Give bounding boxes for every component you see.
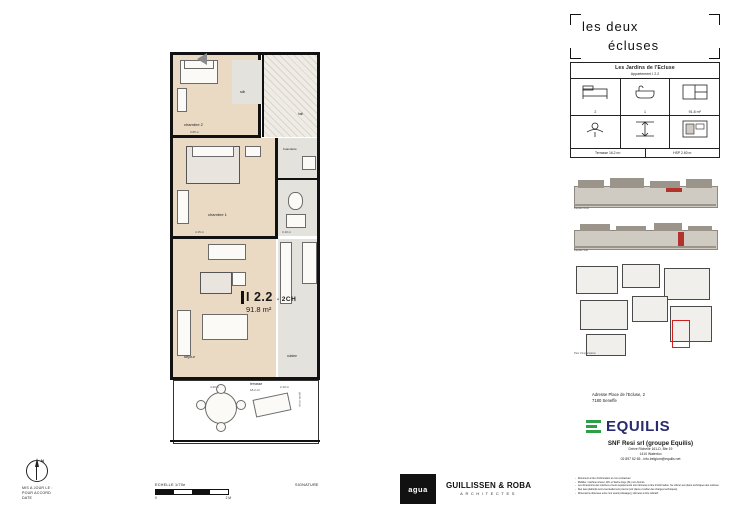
unit-plan-icon xyxy=(670,116,719,142)
site-block xyxy=(580,300,628,330)
compass-north-icon xyxy=(24,458,54,488)
info-row-1 xyxy=(570,78,720,116)
developer-line-1: Drève Richelle 161-D, Bte 19 xyxy=(628,447,673,451)
furniture-kitchen-units xyxy=(302,242,317,284)
unit-info-table xyxy=(570,62,720,158)
developer-line-2: 1410 Waterloo xyxy=(639,452,662,457)
furniture-tv-unit xyxy=(208,244,246,260)
project-logo xyxy=(570,14,720,59)
furniture-wardrobe xyxy=(177,88,187,112)
compass-north-label: N xyxy=(41,458,44,463)
furniture-armchair xyxy=(232,272,246,286)
elevation-south xyxy=(570,222,720,254)
room-label-chambre-1: chambre 1 xyxy=(208,212,227,217)
wall xyxy=(262,55,264,137)
site-block xyxy=(664,268,710,300)
site-block xyxy=(622,264,660,288)
legal-item: - Les dimensions des cuisines et leurs équipements sont données à titre d'information. Se référer aux plans techniques des cuisines. xyxy=(575,484,720,488)
revision-line-3: DATE xyxy=(22,496,33,501)
dimension: 4.20 m xyxy=(210,385,220,389)
logo-corner xyxy=(570,48,581,59)
scale-label: ECHELLE 1/70e xyxy=(155,483,186,487)
logo-line-2: écluses xyxy=(608,38,660,53)
legal-item: - Mobilier, machine à laver, WC et Séche-linge (SL) non fournis. xyxy=(575,481,720,485)
elevation-base xyxy=(574,246,716,248)
site-block xyxy=(576,266,618,294)
elevation-north xyxy=(570,176,720,210)
elevation-roof xyxy=(686,179,712,188)
furniture-round-table xyxy=(205,392,237,424)
info-row-2 xyxy=(570,116,720,149)
room-label-sejour: séjour xyxy=(184,354,195,359)
plan-title-block xyxy=(246,290,296,314)
room-label-terrasse: terrasse xyxy=(250,382,263,386)
siteplan-caption: Plan d'implantation xyxy=(574,352,596,355)
room-label-buanderie: buanderie xyxy=(283,147,297,151)
info-cell-bathrooms xyxy=(621,79,671,115)
dimension: 4.15 m xyxy=(195,230,205,234)
elevation-highlight xyxy=(678,232,684,246)
furniture-chair xyxy=(236,400,246,410)
compass-needle xyxy=(35,458,39,467)
signature-label: SIGNATURE xyxy=(295,483,319,487)
legal-item: - Document à titre d'information et non contractuel. xyxy=(575,477,720,481)
hsp-value: HSP 2.60 m xyxy=(673,151,692,155)
legal-item: - Dimensions obtenues entre mur avant polissage(,) données à titre indicatif. xyxy=(575,492,720,496)
bathrooms-value: 1 xyxy=(644,110,646,114)
revision-line-2: POUR ACCORD xyxy=(22,491,51,496)
info-header xyxy=(570,62,720,78)
furniture-chair xyxy=(216,422,226,432)
architect-logo xyxy=(446,481,531,496)
furniture-chair xyxy=(196,400,206,410)
info-cell-plan-icon xyxy=(670,116,719,148)
developer-line-3: 02 897 52 65 - info.belgium@equilis.net xyxy=(620,457,681,462)
address-line-1: Adresse Place de l'Ecluse, 2 xyxy=(592,392,645,397)
room-label-hall: hall xyxy=(298,112,303,116)
floorplan-icon xyxy=(670,79,719,105)
room-label-cuisine: cuisine xyxy=(287,354,297,358)
furniture-dining-table xyxy=(202,314,248,340)
architect-name: GUILLISSEN & ROBA xyxy=(446,481,532,490)
dimension: 3.65 m xyxy=(190,130,200,134)
bathtub-icon xyxy=(621,79,670,105)
agua-logo-text: agua xyxy=(408,484,428,494)
wall xyxy=(317,52,320,380)
architect-subtitle: ARCHITECTES xyxy=(460,491,517,496)
legal-notes xyxy=(570,477,720,495)
logo-corner xyxy=(709,48,720,59)
furniture-sink xyxy=(286,214,306,228)
terrace-edge-note: garde-corps xyxy=(298,392,302,407)
elevation-roof xyxy=(610,178,644,188)
terrace-sun-icon xyxy=(571,116,620,142)
elevation-roof xyxy=(578,180,604,188)
elevation-roof xyxy=(650,181,680,188)
developer-logo-text: EQUILIS xyxy=(606,418,671,435)
terrace-value: Terrasse 16.2 m² xyxy=(571,149,646,157)
logo-line-1: les deux xyxy=(582,19,639,34)
furniture-sofa xyxy=(200,272,232,294)
room-sdb xyxy=(232,60,262,104)
developer-name: SNF Resi srl (groupe Equilis) xyxy=(607,440,694,447)
plan-title-area: 91.8 m² xyxy=(246,305,272,314)
bedrooms-value: 2 xyxy=(594,110,597,114)
room-label-chambre-2: chambre 2 xyxy=(184,122,203,127)
furniture-storage xyxy=(177,310,191,356)
room-label-sdb: sdb xyxy=(240,90,246,94)
logo-corner xyxy=(709,14,720,25)
equilis-mark-icon xyxy=(586,420,601,437)
site-plan xyxy=(570,262,720,358)
site-unit-highlight xyxy=(672,320,690,348)
furniture-pillow xyxy=(192,146,234,157)
elevation-roof xyxy=(688,226,712,231)
bed-icon xyxy=(571,79,620,105)
elevation-caption: Façade Nord xyxy=(574,207,589,210)
revision-block xyxy=(22,486,112,502)
developer-block xyxy=(578,440,723,462)
floor-plan xyxy=(150,52,400,452)
info-cell-bedrooms xyxy=(571,79,621,115)
scale-end: 2 M xyxy=(225,495,231,500)
furniture-washer xyxy=(302,156,316,170)
project-name: Les Jardins de l'Ecluse xyxy=(615,65,675,71)
legal-list xyxy=(570,477,720,495)
room-hall xyxy=(262,55,317,137)
furniture-toilet xyxy=(288,192,303,210)
site-block xyxy=(632,296,668,322)
room-terrasse xyxy=(173,380,319,444)
ceiling-height-icon xyxy=(621,116,670,142)
plan-title-code: I 2.2 - 2CH xyxy=(246,290,297,304)
scale-ends xyxy=(155,496,231,500)
dimension: 3.10 m xyxy=(282,230,292,234)
elevation-base xyxy=(574,204,716,206)
furniture-nightstand xyxy=(245,146,261,157)
elevation-roof xyxy=(654,223,682,231)
wall xyxy=(170,440,320,442)
agua-logo xyxy=(400,474,436,504)
scale-graphic xyxy=(155,489,229,495)
logo-corner xyxy=(570,14,581,25)
elevation-caption: Façade Sud xyxy=(574,249,588,252)
compass-stem xyxy=(36,466,37,480)
info-cell-area xyxy=(670,79,719,115)
info-cell-terrace-icon xyxy=(571,116,621,148)
elevation-roof xyxy=(616,226,646,231)
elevation-highlight xyxy=(666,188,682,192)
revision-line-1: MIS A JOUR LE : xyxy=(22,486,53,490)
dimension: 2.10 m xyxy=(280,385,290,389)
address-block xyxy=(592,392,645,405)
furniture-wardrobe xyxy=(177,190,189,224)
unit-label: Appartement I 2.2 xyxy=(630,72,660,76)
entrance-arrow-icon xyxy=(197,53,207,65)
title-bar xyxy=(241,291,244,304)
info-cell-ceiling-icon xyxy=(621,116,671,148)
area-value: 91.8 m² xyxy=(688,110,701,114)
room-area-terrasse: 18.2 m² xyxy=(250,388,261,392)
scale-bar xyxy=(155,483,265,500)
scale-start: 0 xyxy=(155,495,157,500)
address-line-2: 7180 Seneffe xyxy=(592,398,617,404)
info-row-3 xyxy=(570,149,720,158)
elevation-roof xyxy=(580,224,610,231)
legal-item: - Des taux-plafonds sont éventuellement prévus (voir plans et cahier des charges techniques). xyxy=(575,488,720,492)
